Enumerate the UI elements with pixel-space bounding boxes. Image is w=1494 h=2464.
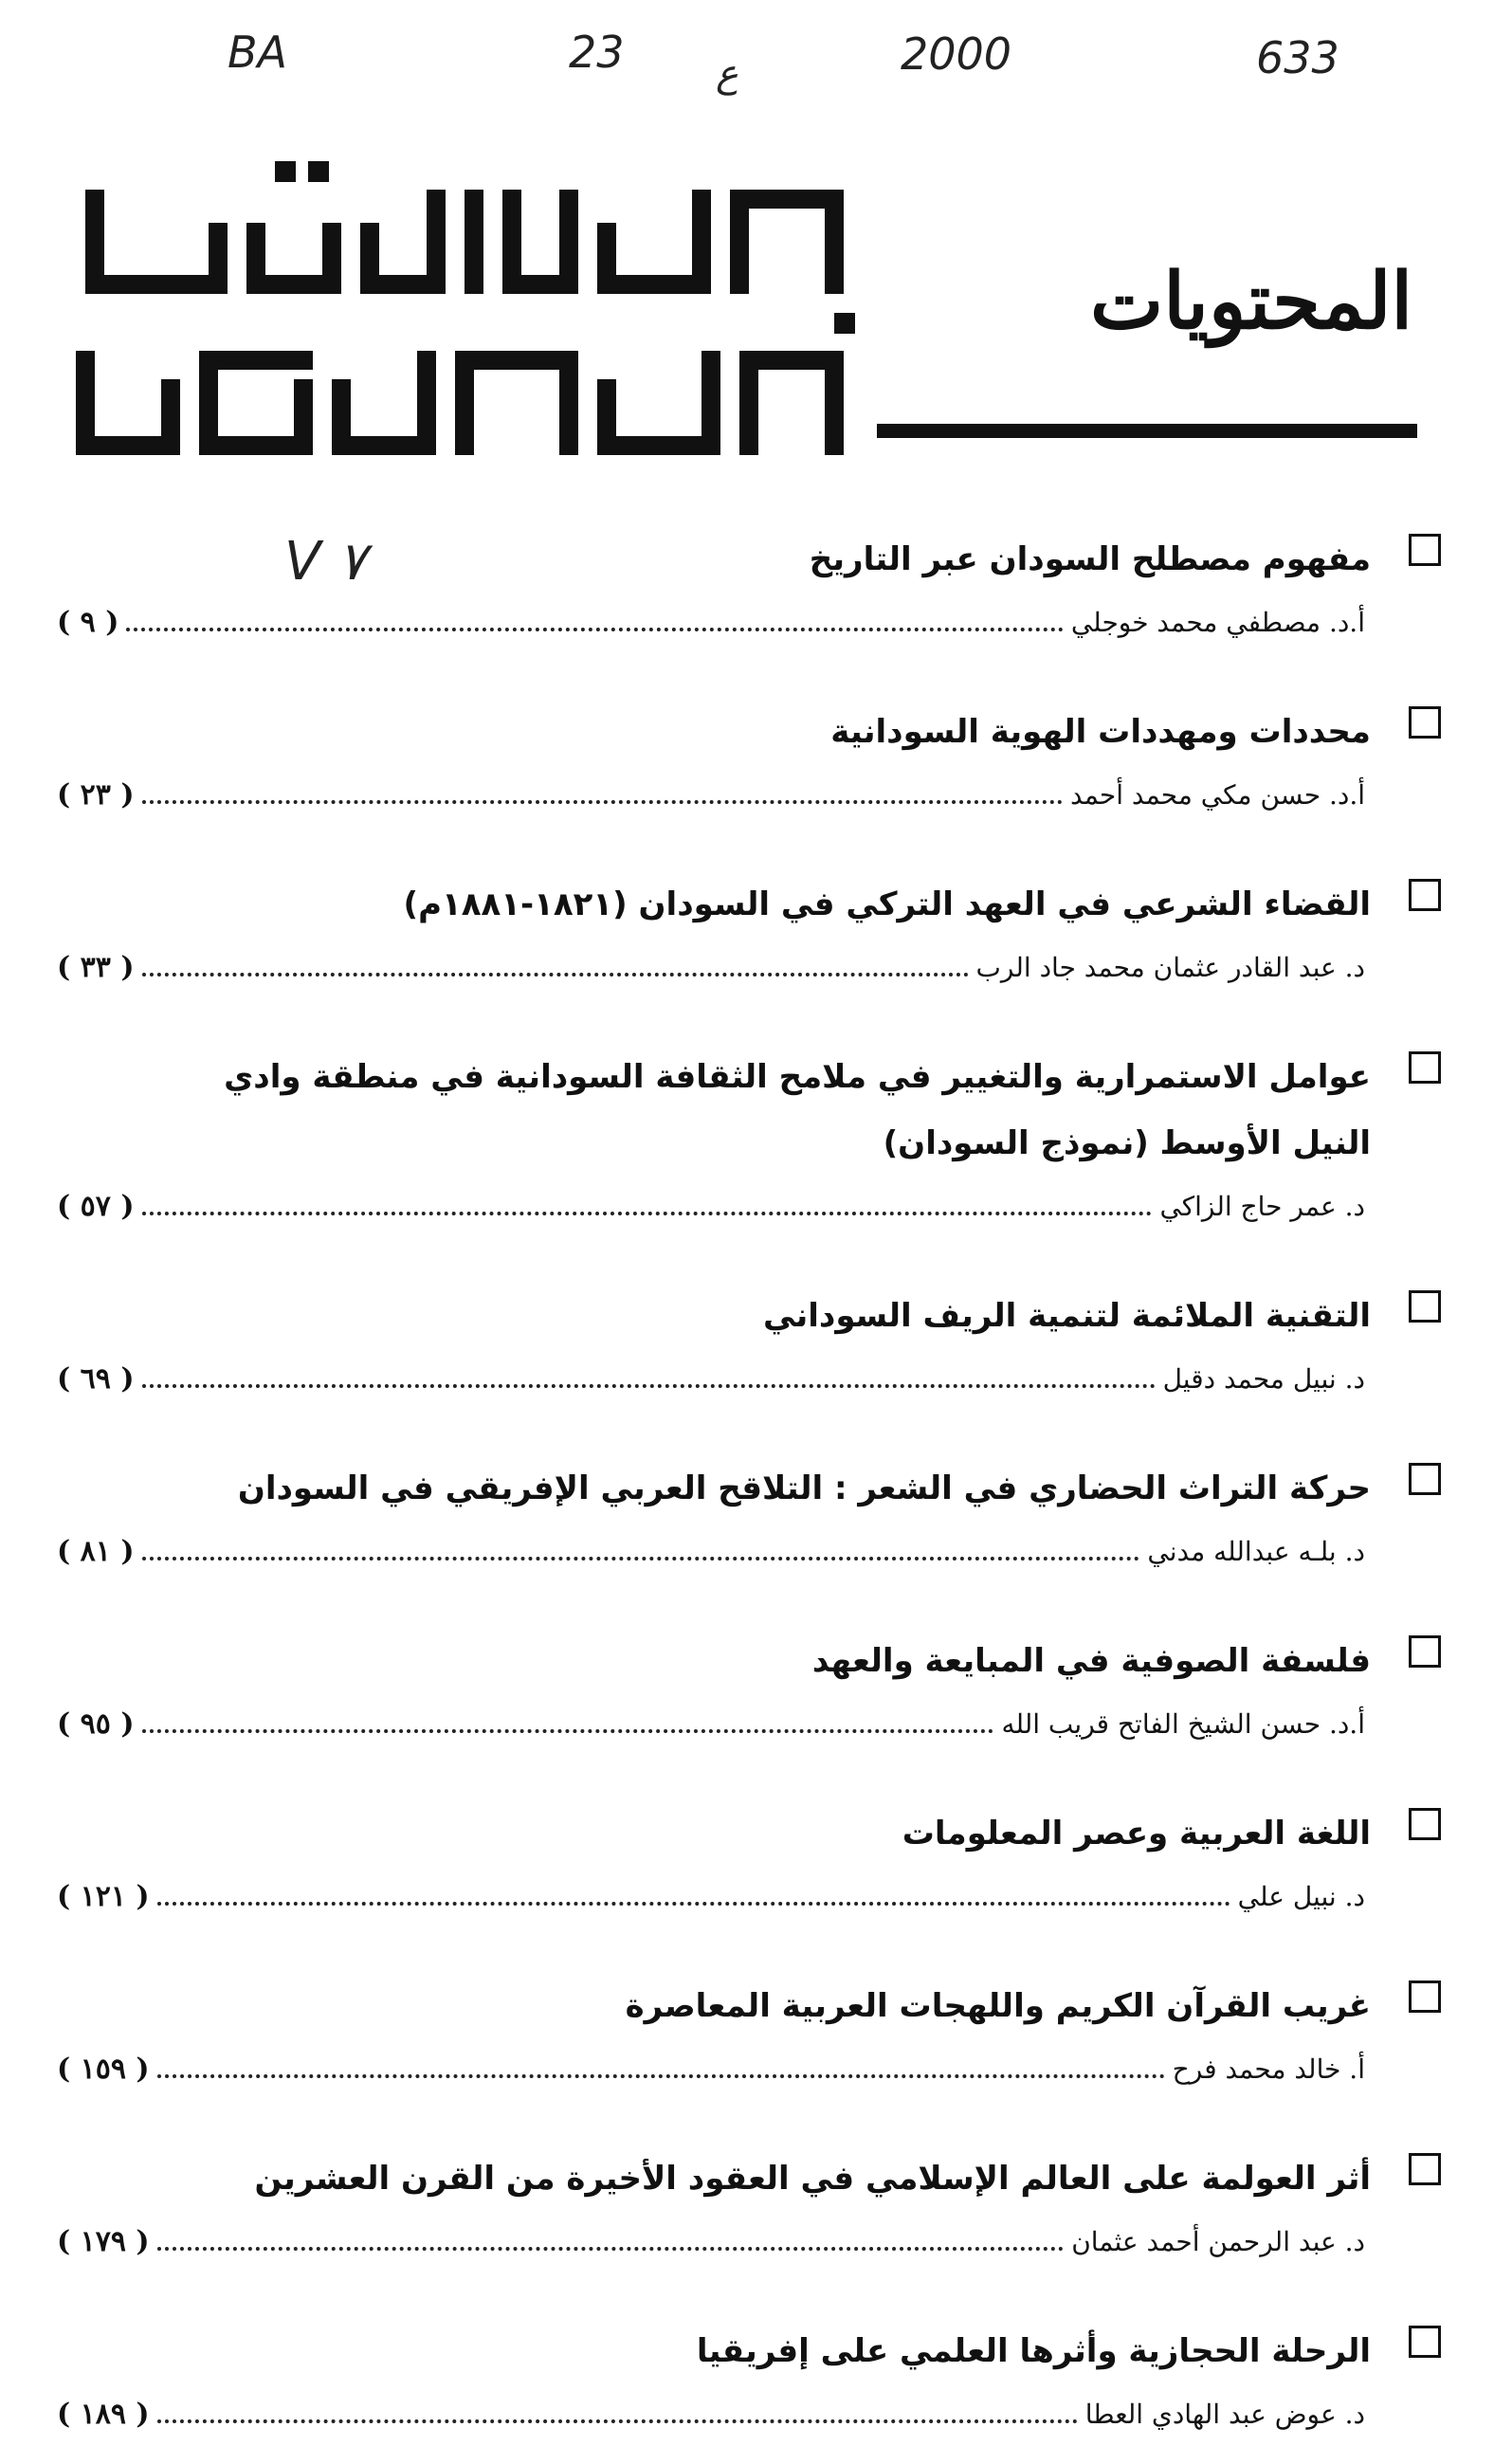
checkbox-icon (1409, 1635, 1441, 1668)
dot-leader (157, 1901, 1230, 1906)
entry-author-row (57, 951, 1365, 1017)
toc-entry (57, 1973, 1441, 2119)
entry-page-number: ( ١٧٩ ) (57, 2225, 150, 2258)
toc-entry (57, 526, 1441, 672)
contents-heading: المحتويات (1090, 256, 1413, 347)
checkbox-icon (1409, 534, 1441, 566)
entry-author: أ.د. حسن الشيخ الفاتح قريب الله (1001, 1708, 1365, 1740)
entry-author: د. عمر حاج الزاكي (1159, 1191, 1365, 1222)
entry-page-number: ( ١٥٩ ) (57, 2053, 150, 2086)
entry-title: فلسفة الصوفية في المبايعة والعهد (811, 1642, 1371, 1680)
entry-title-row (57, 2318, 1441, 2384)
entry-title: حركة التراث الحضاري في الشعر : التلاقح العربي الإفريقي في السودان (237, 1469, 1371, 1507)
entry-author-row (57, 1535, 1365, 1601)
entry-page-number: ( ٨١ ) (57, 1535, 135, 1568)
entry-page-number: ( ٩٥ ) (57, 1707, 135, 1741)
checkbox-icon (1409, 1463, 1441, 1495)
entry-title-row (57, 1044, 1441, 1177)
dot-leader (142, 1383, 1156, 1388)
toc-entry (57, 871, 1441, 1017)
checkbox-icon (1409, 879, 1441, 911)
entry-author-row (57, 1880, 1365, 1946)
entry-page-number: ( ٥٧ ) (57, 1190, 135, 1223)
toc-entry (57, 2318, 1441, 2464)
entry-author-row (57, 1190, 1365, 1256)
toc-entry (57, 1044, 1441, 1256)
entry-title: عوامل الاستمرارية والتغيير في ملامح الثقافة السودانية في منطقة وادي النيل الأوسط (نموذج السودان) (224, 1058, 1371, 1162)
entry-author-row (57, 2053, 1365, 2119)
entry-author-row (57, 2225, 1365, 2291)
entry-title-row (57, 1283, 1441, 1349)
entry-author: د. نبيل محمد دقيل (1162, 1363, 1365, 1395)
entry-author: أ. خالد محمد فرح (1172, 2053, 1365, 2085)
entry-title: أثر العولمة على العالم الإسلامي في العقود الأخيرة من القرن العشرين (254, 2160, 1371, 2198)
checkbox-icon (1409, 1290, 1441, 1323)
entry-title: اللغة العربية وعصر المعلومات (902, 1815, 1371, 1853)
checkbox-icon (1409, 1980, 1441, 2013)
entry-author: د. بلـه عبدالله مدني (1147, 1536, 1365, 1567)
masthead-logo-graphic (57, 133, 872, 465)
entry-title: غريب القرآن الكريم واللهجات العربية المعاصرة (625, 1987, 1371, 2025)
entry-title-row (57, 699, 1441, 765)
entry-page-number: ( ٣٣ ) (57, 951, 135, 984)
toc-entry (57, 1455, 1441, 1601)
checkbox-icon (1409, 1051, 1441, 1084)
dot-leader (142, 1556, 1140, 1561)
dot-leader (142, 1728, 994, 1733)
entry-page-number: ( ٢٣ ) (57, 778, 135, 812)
entry-page-number: ( ١٢١ ) (57, 1880, 150, 1913)
heading-rule (877, 424, 1417, 438)
toc-entry (57, 1628, 1441, 1774)
entry-page-number: ( ٦٩ ) (57, 1362, 135, 1396)
entry-page-number: ( ١٨٩ ) (57, 2398, 150, 2431)
entry-title: محددات ومهددات الهوية السودانية (830, 713, 1371, 751)
entry-title: القضاء الشرعي في العهد التركي في السودان (١٨٢١-١٨٨١م) (403, 885, 1371, 923)
dot-leader (142, 799, 1064, 804)
dot-leader (157, 2073, 1165, 2078)
entry-author-row (57, 778, 1365, 845)
entry-author-row (57, 1707, 1365, 1774)
checkbox-icon (1409, 1808, 1441, 1840)
handwritten-margin-mark: V ٧ (284, 531, 367, 593)
entry-title-row (57, 1800, 1441, 1867)
handwritten-number: 633 (1256, 32, 1339, 83)
entry-title: الرحلة الحجازية وأثرها العلمي على إفريقيا (696, 2332, 1371, 2370)
handwritten-volume: 23 (569, 27, 625, 78)
checkbox-icon (1409, 2326, 1441, 2358)
entry-title: مفهوم مصطلح السودان عبر التاريخ (809, 540, 1371, 578)
entry-title-row (57, 526, 1441, 593)
dot-leader (142, 972, 969, 976)
dot-leader (157, 2418, 1078, 2423)
entry-page-number: ( ٩ ) (57, 606, 119, 639)
journal-masthead-logo (57, 133, 872, 465)
handwritten-year: 2000 (901, 28, 1012, 80)
dot-leader (157, 2246, 1065, 2251)
entry-author: د. عبد الرحمن أحمد عثمان (1071, 2226, 1365, 2257)
entry-author: د. عوض عبد الهادي العطا (1084, 2399, 1365, 2430)
toc-entry (57, 699, 1441, 845)
entry-author-row (57, 1362, 1365, 1429)
entry-title-row (57, 1973, 1441, 2039)
entry-title-row (57, 1455, 1441, 1522)
entry-author-row (57, 2398, 1365, 2464)
entry-title-row (57, 871, 1441, 938)
dot-leader (142, 1211, 1153, 1215)
handwritten-issue-mark: ع (716, 52, 738, 96)
checkbox-icon (1409, 2153, 1441, 2185)
entry-title-row (57, 2145, 1441, 2212)
checkbox-icon (1409, 706, 1441, 739)
toc-entry (57, 2145, 1441, 2291)
entry-author: أ.د. حسن مكي محمد أحمد (1070, 779, 1365, 811)
dot-leader (126, 627, 1063, 631)
entry-author: أ.د. مصطفي محمد خوجلي (1070, 607, 1365, 638)
table-of-contents (57, 526, 1441, 2464)
toc-entry (57, 1800, 1441, 1946)
entry-author: د. نبيل علي (1237, 1881, 1365, 1912)
handwritten-code: BA (228, 27, 288, 78)
entry-author-row (57, 606, 1365, 672)
toc-entry (57, 1283, 1441, 1429)
entry-author: د. عبد القادر عثمان محمد جاد الرب (975, 952, 1365, 983)
entry-title-row (57, 1628, 1441, 1694)
entry-title: التقنية الملائمة لتنمية الريف السوداني (763, 1297, 1371, 1335)
